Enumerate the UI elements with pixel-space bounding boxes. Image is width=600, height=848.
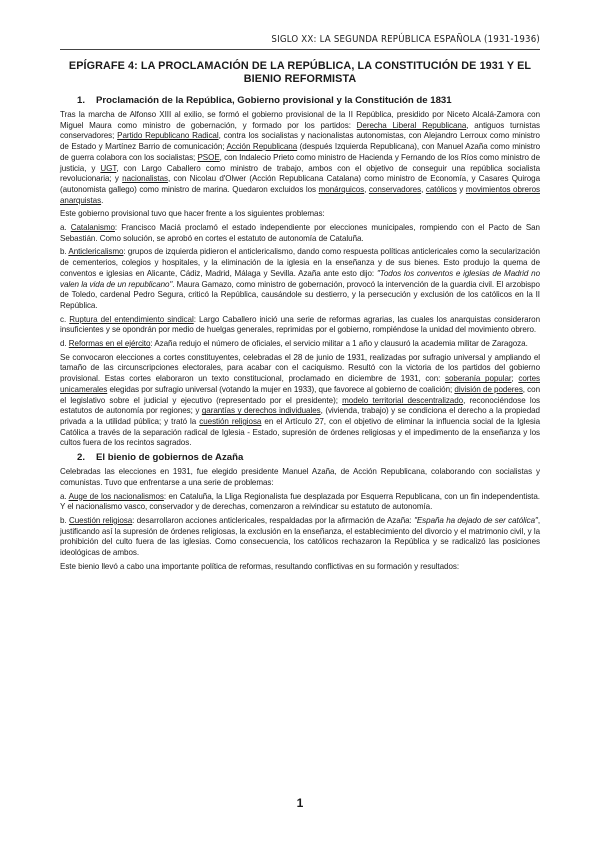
text-run: elegidas por sufragio universal (votando la mujer en 1933), que favorece al gobierno de coalición;	[107, 384, 455, 394]
list-marker: c.	[60, 314, 70, 324]
list-marker: b.	[60, 515, 69, 525]
paragraph	[60, 110, 540, 206]
section-2-title: El bienio de gobiernos de Azaña	[96, 452, 244, 464]
text-run: . Maura Gamazo, como ministro de gobernación, provocó la intervención de la guardia civil. El arzobispo de Toledo, cardenal Pedro Segura, criticó la República, causándole su destierro, y la persecución y exclusión de los católicos en la II República.	[60, 279, 540, 310]
text-run: ;	[511, 374, 519, 384]
list-item	[60, 339, 540, 350]
text-run: ,	[421, 184, 426, 194]
underlined-term: soberanía popular	[445, 374, 512, 384]
text-run: : Largo Caballero inició una serie de reformas agrarias, las cuales los anarquistas consideraron insuficientes y se opondrán por medio de huelgas generales, reprimidas por el gobierno, rompiéndose la unidad del movimiento obrero.	[60, 314, 540, 335]
list-item	[60, 516, 540, 559]
text-run: y	[456, 184, 466, 194]
underlined-term: nacionalistas	[122, 174, 169, 184]
underlined-term: Reformas en el ejército	[68, 339, 151, 349]
text-run: , justificando así la supresión de órdenes religiosas, la exclusión en la enseñanza, el establecimiento del divorcio y el matrimonio civil, y la prohibición del culto fuera de las iglesias. Como consecuencia, los católicos rechazaron la República y se radicalizó las posiciones ideológicas de ambos.	[60, 515, 540, 558]
text-run: : desarrollaron acciones anticlericales, respaldadas por la afirmación de Azaña:	[132, 515, 415, 525]
underlined-term: Catalanismo	[70, 223, 115, 233]
list-marker: a.	[60, 223, 71, 233]
underlined-term: PSOE	[197, 152, 220, 162]
quote: "España ha dejado de ser católica"	[414, 515, 538, 525]
text-run: , contra los socialistas y nacionalistas autonomistas, con Alejandro Lerroux como ministro de Estado y Martínez Barrio de comunicación;	[60, 131, 540, 152]
text-run: (después Izquierda Republicana), con Manuel Azaña como ministro de guerra colabora con los socialistas;	[60, 142, 540, 162]
underlined-term: conservadores	[368, 184, 422, 194]
underlined-term: Acción Republicana	[226, 142, 298, 152]
underlined-term: católicos	[425, 184, 457, 194]
list-marker: a.	[60, 491, 69, 501]
text-run: ,	[364, 184, 369, 194]
text-run: , antiguos turnistas conservadores;	[60, 120, 540, 141]
text-run: , (vivienda, trabajo) y se condiciona el derecho a la propiedad privada a la utilidad pública; y trató la	[60, 406, 540, 426]
list-marker: b.	[60, 247, 69, 257]
paragraph: Este gobierno provisional tuvo que hacer frente a los siguientes problemas:	[60, 209, 325, 219]
document-body	[60, 60, 540, 575]
underlined-term: modelo territorial descentralizado	[342, 395, 464, 405]
text-run: : Azaña redujo el número de oficiales, el servicio militar a 1 año y clausuró la academia militar de Zaragoza.	[150, 339, 528, 349]
section-1-number: 1.	[77, 95, 86, 106]
underlined-term: cuestión religiosa	[199, 416, 262, 426]
text-run: , con Nicolau d'Olwer (Acción Republicana Catalana) como ministro de Economía, y Casares Quiroga (autonomista gallego) como ministro de marina. Quedaron excluidos los	[60, 174, 540, 194]
text-run: : en Cataluña, la Lliga Regionalista fue desplazada por Esquerra Republicana, con un fin independentista. Y el nacionalismo vasco, conservador y de derechas, comenzaron a reivindicar su estatuto de autonomía.	[60, 491, 540, 512]
section-1-title: Proclamación de la República, Gobierno provisional y la Constitución de 1831	[96, 95, 452, 106]
underlined-term: Cuestión religiosa	[68, 515, 133, 525]
paragraph	[60, 353, 540, 449]
underlined-term: Ruptura del entendimiento sindical	[69, 314, 194, 324]
running-header: SIGLO XX: LA SEGUNDA REPÚBLICA ESPAÑOLA (1931-1936)	[60, 34, 540, 50]
text-run: : grupos de izquierda pidieron el anticlericalismo, dando como respuesta políticas anticlericales como la secularización de cementerios, colegios y hospitales, y la eliminación de la iglesia en la enseñanza y de sus bienes. Esto produjo la quema de conventos e iglesias en Alicante, Cádiz, Madrid, Málaga y Sevilla. Azaña ante esto dijo:	[60, 247, 540, 278]
section-1-heading	[60, 95, 540, 106]
section-2-number: 2.	[77, 452, 86, 464]
list-item	[60, 492, 540, 513]
text-run: .	[101, 195, 104, 205]
list-marker: d.	[60, 339, 69, 349]
paragraph: Este bienio llevó a cabo una importante política de reformas, resultando conflictivas en su formación y resultados:	[60, 561, 460, 571]
list-item	[60, 315, 540, 336]
list-item	[60, 223, 540, 244]
document-title: EPÍGRAFE 4: LA PROCLAMACIÓN DE LA REPÚBLICA, LA CONSTITUCIÓN DE 1931 Y EL BIENIO REFORMISTA	[68, 60, 532, 85]
text-run: Tras la marcha de Alfonso XIII al exilio, se formó el gobierno provisional de la II República, presidido por Niceto Alcalá-Zamora con Miguel Maura como ministro de gobernación, y formado por los partidos:	[60, 110, 540, 130]
underlined-term: Auge de los nacionalismos	[68, 491, 164, 501]
underlined-term: garantías y derechos individuales	[201, 406, 321, 416]
underlined-term: división de poderes	[454, 384, 523, 394]
underlined-term: monárquicos	[318, 184, 365, 194]
quote: "Todos los conventos e iglesias de Madrid no valen la vida de un republicano"	[60, 268, 541, 289]
paragraph: Celebradas las elecciones en 1931, fue elegido presidente Manuel Azaña, de Acción Republicana, colaborando con socialistas y comunistas. Tuvo que enfrentarse a una serie de problemas:	[60, 467, 540, 487]
underlined-term: Anticlericalismo	[68, 247, 124, 257]
list-item	[60, 247, 540, 311]
text-run: en el Artículo 27, con el objetivo de eliminar la influencia social de la Iglesia Católica a través de la separación radical de Iglesia - Estado, supresión de órdenes religiosas y el impedimento de la enseñanza y los cultos fuera de los recintos sagrados.	[60, 416, 541, 448]
text-run: Se convocaron elecciones a cortes constituyentes, celebradas el 28 de junio de 1931, realizadas por sufragio universal y ampliando el tamaño de las circunscripciones electorales, para acabar con el caciquismo. Resultó con la victoria de los partidos del gobierno provisional. Estas cortes elaboraron un texto constitucional, proclamado en diciembre de 1931, con:	[60, 352, 540, 384]
underlined-term: cortes unicamerales	[60, 374, 540, 394]
text-run: , con Largo Caballero como ministro de trabajo, ambos con el objetivo de conseguir una república socialista revolucionaria; y	[60, 163, 541, 184]
text-run: , con el legislativo sobre el judicial y ejecutivo (representado por el presidente);	[60, 384, 540, 405]
underlined-term: Derecha Liberal Republicana	[356, 120, 467, 130]
text-run: , con Indalecio Prieto como ministro de Hacienda y Fernando de los Ríos como ministro de justicia, y	[60, 152, 541, 173]
underlined-term: movimientos obreros anarquistas	[60, 184, 540, 205]
underlined-term: Partido Republicano Radical	[117, 131, 219, 141]
text-run: , reconociéndose los estatutos de autonomía por regiones; y	[60, 395, 540, 416]
page-number: 1	[296, 796, 304, 810]
text-run: : Francisco Maciá proclamó el estado independiente por elecciones municipales, rompiendo con el Pacto de San Sebastián. Como solución, se aprobó en cortes el estatuto de autonomía de Cataluña.	[60, 223, 540, 243]
underlined-term: UGT	[100, 163, 117, 173]
section-2-heading	[60, 452, 540, 463]
